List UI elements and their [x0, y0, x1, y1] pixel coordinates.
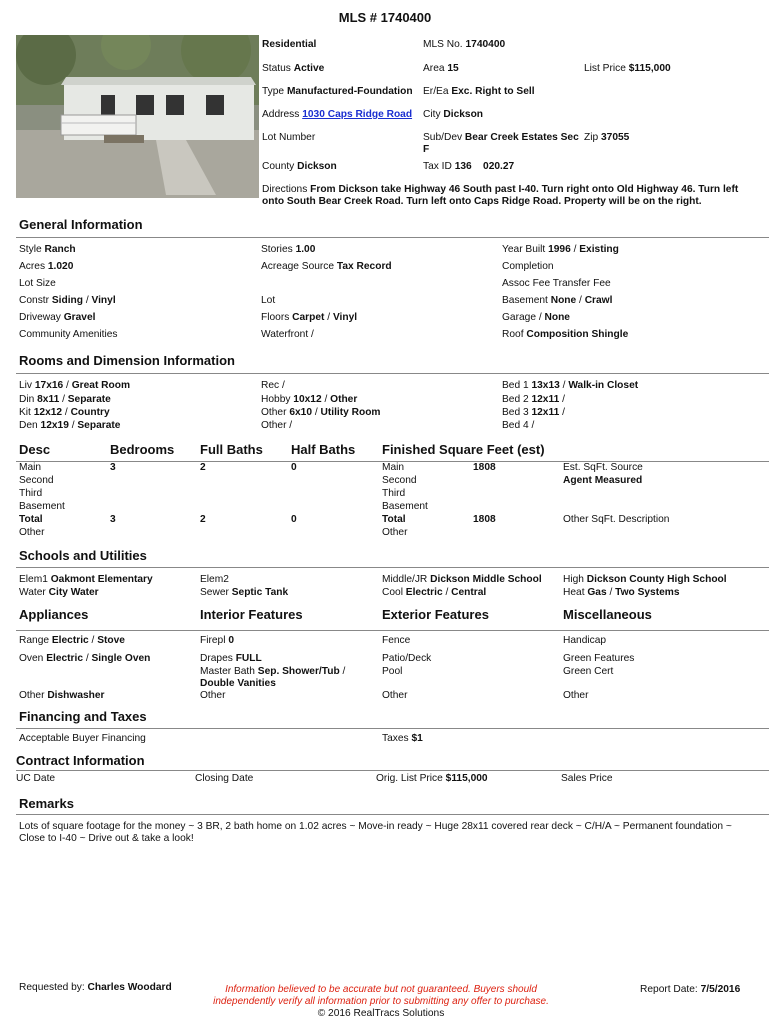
firepl-value: 0: [228, 635, 234, 646]
middle-label: Middle/JR: [382, 574, 428, 585]
taxid-value: 136 020.27: [454, 161, 515, 172]
master-bath-label: Master Bath: [200, 666, 255, 677]
garage-label: Garage: [502, 312, 536, 323]
rooms-heading: Rooms and Dimension Information: [19, 353, 235, 368]
sqft-row-second: Second: [382, 475, 417, 486]
room-dim: 8x11: [37, 394, 60, 405]
row-third: Third: [19, 488, 43, 499]
room-desc: Great Room: [71, 380, 131, 391]
financing-heading: Financing and Taxes: [19, 709, 147, 724]
sqft-row-total: Total: [382, 514, 406, 525]
misc-heading: Miscellaneous: [563, 607, 652, 622]
room-label: Den: [19, 420, 38, 431]
total-bedrooms: 3: [110, 514, 116, 525]
lot-number-label: Lot Number: [262, 132, 316, 143]
status-label: Status: [262, 63, 291, 74]
room-desc: Other: [330, 394, 358, 405]
master-bath-value2: Double Vanities: [200, 678, 276, 689]
remarks-heading: Remarks: [19, 796, 74, 811]
main-bedrooms: 3: [110, 462, 116, 473]
room-label: Bed 3: [502, 407, 529, 418]
stories-value: 1.00: [295, 244, 316, 255]
county-label: County: [262, 161, 295, 172]
sewer-label: Sewer: [200, 587, 229, 598]
cool-value: Electric: [405, 587, 443, 598]
year-built-value: 1996: [548, 244, 571, 255]
acreage-source-value: Tax Record: [336, 261, 392, 272]
total-half-baths: 0: [291, 514, 297, 525]
fence-label: Fence: [382, 635, 411, 646]
room-desc: Walk-in Closet: [568, 380, 639, 391]
water-label: Water: [19, 587, 46, 598]
style-value: Ranch: [44, 244, 76, 255]
zip-value: 37055: [601, 132, 630, 143]
room-dim: 12x11: [531, 407, 560, 418]
address-label: Address: [262, 109, 300, 120]
green-cert-label: Green Cert: [563, 666, 614, 677]
main-half-baths: 0: [291, 462, 297, 473]
row-total: Total: [19, 514, 43, 525]
col-full-baths: Full Baths: [200, 442, 263, 457]
waterfront-label: Waterfront /: [261, 329, 314, 340]
room-dim: 10x12: [293, 394, 322, 405]
report-date-value: 7/5/2016: [700, 984, 741, 995]
room-label: Bed 2: [502, 394, 529, 405]
area-label: Area: [423, 63, 445, 74]
heat-value: Gas: [587, 587, 607, 598]
buyer-financing-label: Acceptable Buyer Financing: [19, 733, 146, 744]
elem2-label: Elem2: [200, 574, 229, 585]
contract-heading: Contract Information: [16, 753, 145, 768]
page-title: MLS # 1740400: [338, 10, 432, 25]
status-value: Active: [293, 63, 325, 74]
list-price-label: List Price: [584, 63, 626, 74]
elem1-value: Oakmont Elementary: [50, 574, 153, 585]
mls-label: MLS No.: [423, 39, 463, 50]
sqft-source-value: Agent Measured: [563, 475, 643, 486]
room-bed4: Bed 4 /: [502, 420, 535, 431]
zip-label: Zip: [584, 132, 599, 143]
sqft-total-value: 1808: [473, 514, 496, 525]
divider: [16, 728, 769, 729]
uc-date-label: UC Date: [16, 773, 56, 784]
closing-date-label: Closing Date: [195, 773, 254, 784]
oven-label: Oven: [19, 653, 44, 664]
room-label: Bed 1: [502, 380, 529, 391]
cool-label: Cool: [382, 587, 403, 598]
other-int-label: Other: [200, 690, 226, 701]
high-value: Dickson County High School: [586, 574, 727, 585]
room-dim: 12x11: [531, 394, 560, 405]
room-label: Other: [261, 407, 287, 418]
divider: [16, 770, 769, 771]
pool-label: Pool: [382, 666, 403, 677]
lot-label: Lot: [261, 295, 276, 306]
taxes-value: $1: [411, 733, 423, 744]
year-built-value2: Existing: [579, 244, 619, 255]
middle-value: Dickson Middle School: [430, 574, 542, 585]
sqft-row-basement: Basement: [382, 501, 428, 512]
col-sqft: Finished Square Feet (est): [382, 442, 545, 457]
col-desc: Desc: [19, 442, 51, 457]
drapes-label: Drapes: [200, 653, 233, 664]
listing-type: Residential: [262, 39, 317, 50]
divider: [16, 630, 769, 631]
range-value: Electric: [51, 635, 89, 646]
handicap-label: Handicap: [563, 635, 607, 646]
erea-value: Exc. Right to Sell: [451, 86, 535, 97]
acres-label: Acres: [19, 261, 46, 272]
assoc-fee-label: Assoc Fee Transfer Fee: [502, 278, 611, 289]
col-bedrooms: Bedrooms: [110, 442, 175, 457]
col-half-baths: Half Baths: [291, 442, 356, 457]
divider: [16, 237, 769, 238]
room-dim: 13x13: [531, 380, 560, 391]
green-features-label: Green Features: [563, 653, 635, 664]
requested-value: Charles Woodard: [87, 982, 172, 993]
sqft-source-label: Est. SqFt. Source: [563, 462, 643, 473]
requested-label: Requested by:: [19, 982, 85, 993]
basement-value: None: [550, 295, 577, 306]
room-other2: Other /: [261, 420, 293, 431]
room-label: Kit: [19, 407, 31, 418]
lot-size-label: Lot Size: [19, 278, 56, 289]
high-label: High: [563, 574, 584, 585]
city-label: City: [423, 109, 441, 120]
county-value: Dickson: [297, 161, 337, 172]
taxes-label: Taxes: [382, 733, 409, 744]
appliances-heading: Appliances: [19, 607, 89, 622]
mls-value: 1740400: [465, 39, 506, 50]
style-label: Style: [19, 244, 42, 255]
total-full-baths: 2: [200, 514, 206, 525]
garage-value: None: [544, 312, 570, 323]
sqft-row-other: Other: [382, 527, 408, 538]
water-value: City Water: [48, 587, 99, 598]
subdiv-value: Bear Creek Estates Sec F: [423, 132, 579, 155]
orig-price-label: Orig. List Price: [376, 773, 443, 784]
room-dim: 12x19: [40, 420, 69, 431]
divider: [16, 814, 769, 815]
other-sqft-desc-label: Other SqFt. Description: [563, 514, 670, 525]
constr-value2: Vinyl: [91, 295, 116, 306]
community-label: Community Amenities: [19, 329, 118, 340]
room-label: Din: [19, 394, 35, 405]
address-link[interactable]: 1030 Caps Ridge Road: [302, 109, 413, 120]
room-desc: Separate: [77, 420, 121, 431]
remarks-text: Lots of square footage for the money ~ 3 BR, 2 bath home on 1.02 acres ~ Move-in ready ~ Huge 28x11 covered rear deck ~ C/H/A ~ Permanent foundation ~ Close to I-40 ~ Drive out & take a look!: [19, 821, 732, 844]
range-label: Range: [19, 635, 50, 646]
elem1-label: Elem1: [19, 574, 48, 585]
taxid-label: Tax ID: [423, 161, 452, 172]
other-appl-label: Other: [19, 690, 45, 701]
row-basement: Basement: [19, 501, 65, 512]
range-value2: Stove: [97, 635, 125, 646]
heat-label: Heat: [563, 587, 585, 598]
other-appl-value: Dishwasher: [47, 690, 105, 701]
divider: [16, 373, 769, 374]
year-built-label: Year Built: [502, 244, 546, 255]
room-dim: 17x16: [34, 380, 64, 391]
property-photo: [16, 35, 259, 198]
constr-label: Constr: [19, 295, 50, 306]
sqft-main-value: 1808: [473, 462, 496, 473]
other-ext-label: Other: [382, 690, 408, 701]
type-label: Type: [262, 86, 285, 97]
stories-label: Stories: [261, 244, 293, 255]
drapes-value: FULL: [235, 653, 262, 664]
driveway-label: Driveway: [19, 312, 61, 323]
report-date-label: Report Date:: [640, 984, 698, 995]
roof-label: Roof: [502, 329, 524, 340]
basement-value2: Crawl: [584, 295, 613, 306]
sqft-row-third: Third: [382, 488, 406, 499]
room-label: Liv: [19, 380, 33, 391]
room-desc: Country: [70, 407, 110, 418]
acreage-source-label: Acreage Source: [261, 261, 335, 272]
room-desc: Separate: [67, 394, 111, 405]
basement-label: Basement: [502, 295, 548, 306]
sewer-value: Septic Tank: [231, 587, 289, 598]
subdiv-label: Sub/Dev: [423, 132, 463, 143]
row-second: Second: [19, 475, 54, 486]
floors-value2: Vinyl: [332, 312, 358, 323]
row-other: Other: [19, 527, 45, 538]
heat-value2: Two Systems: [615, 587, 680, 598]
other-misc-label: Other: [563, 690, 589, 701]
divider: [16, 567, 769, 568]
sqft-row-main: Main: [382, 462, 405, 473]
room-dim: 12x12: [33, 407, 63, 418]
cool-value2: Central: [451, 587, 487, 598]
type-value: Manufactured-Foundation: [286, 86, 413, 97]
acres-value: 1.020: [47, 261, 74, 272]
oven-value: Electric: [46, 653, 84, 664]
general-heading: General Information: [19, 217, 143, 232]
patio-label: Patio/Deck: [382, 653, 432, 664]
schools-heading: Schools and Utilities: [19, 548, 147, 563]
directions-value: From Dickson take Highway 46 South past I-40. Turn right onto Old Highway 46. Turn left onto South Bear Creek Road. Turn left onto Caps Ridge Road. Property will be on the right.: [262, 184, 739, 207]
room-dim: 6x10: [289, 407, 312, 418]
disclaimer: Information believed to be accurate but not guaranteed. Buyers should independently verify all information prior to submitting any offer to purchase.: [213, 984, 549, 1007]
completion-label: Completion: [502, 261, 554, 272]
floors-label: Floors: [261, 312, 290, 323]
city-value: Dickson: [443, 109, 484, 120]
main-full-baths: 2: [200, 462, 206, 473]
exterior-heading: Exterior Features: [382, 607, 489, 622]
erea-label: Er/Ea: [423, 86, 449, 97]
orig-price-value: $115,000: [445, 773, 488, 784]
house-image: [16, 35, 259, 198]
floors-value: Carpet: [292, 312, 325, 323]
master-bath-value: Sep. Shower/Tub: [257, 666, 340, 677]
constr-value: Siding: [51, 295, 83, 306]
firepl-label: Firepl: [200, 635, 226, 646]
row-main: Main: [19, 462, 42, 473]
oven-value2: Single Oven: [91, 653, 151, 664]
room-label: Hobby: [261, 394, 291, 405]
roof-value: Composition Shingle: [526, 329, 629, 340]
room-desc: Utility Room: [320, 407, 381, 418]
directions-label: Directions: [262, 184, 308, 195]
sales-price-label: Sales Price: [561, 773, 613, 784]
area-value: 15: [447, 63, 459, 74]
copyright: © 2016 RealTracs Solutions: [317, 1008, 445, 1019]
list-price-value: $115,000: [628, 63, 671, 74]
interior-heading: Interior Features: [200, 607, 303, 622]
room-rec: Rec /: [261, 380, 285, 391]
driveway-value: Gravel: [63, 312, 96, 323]
